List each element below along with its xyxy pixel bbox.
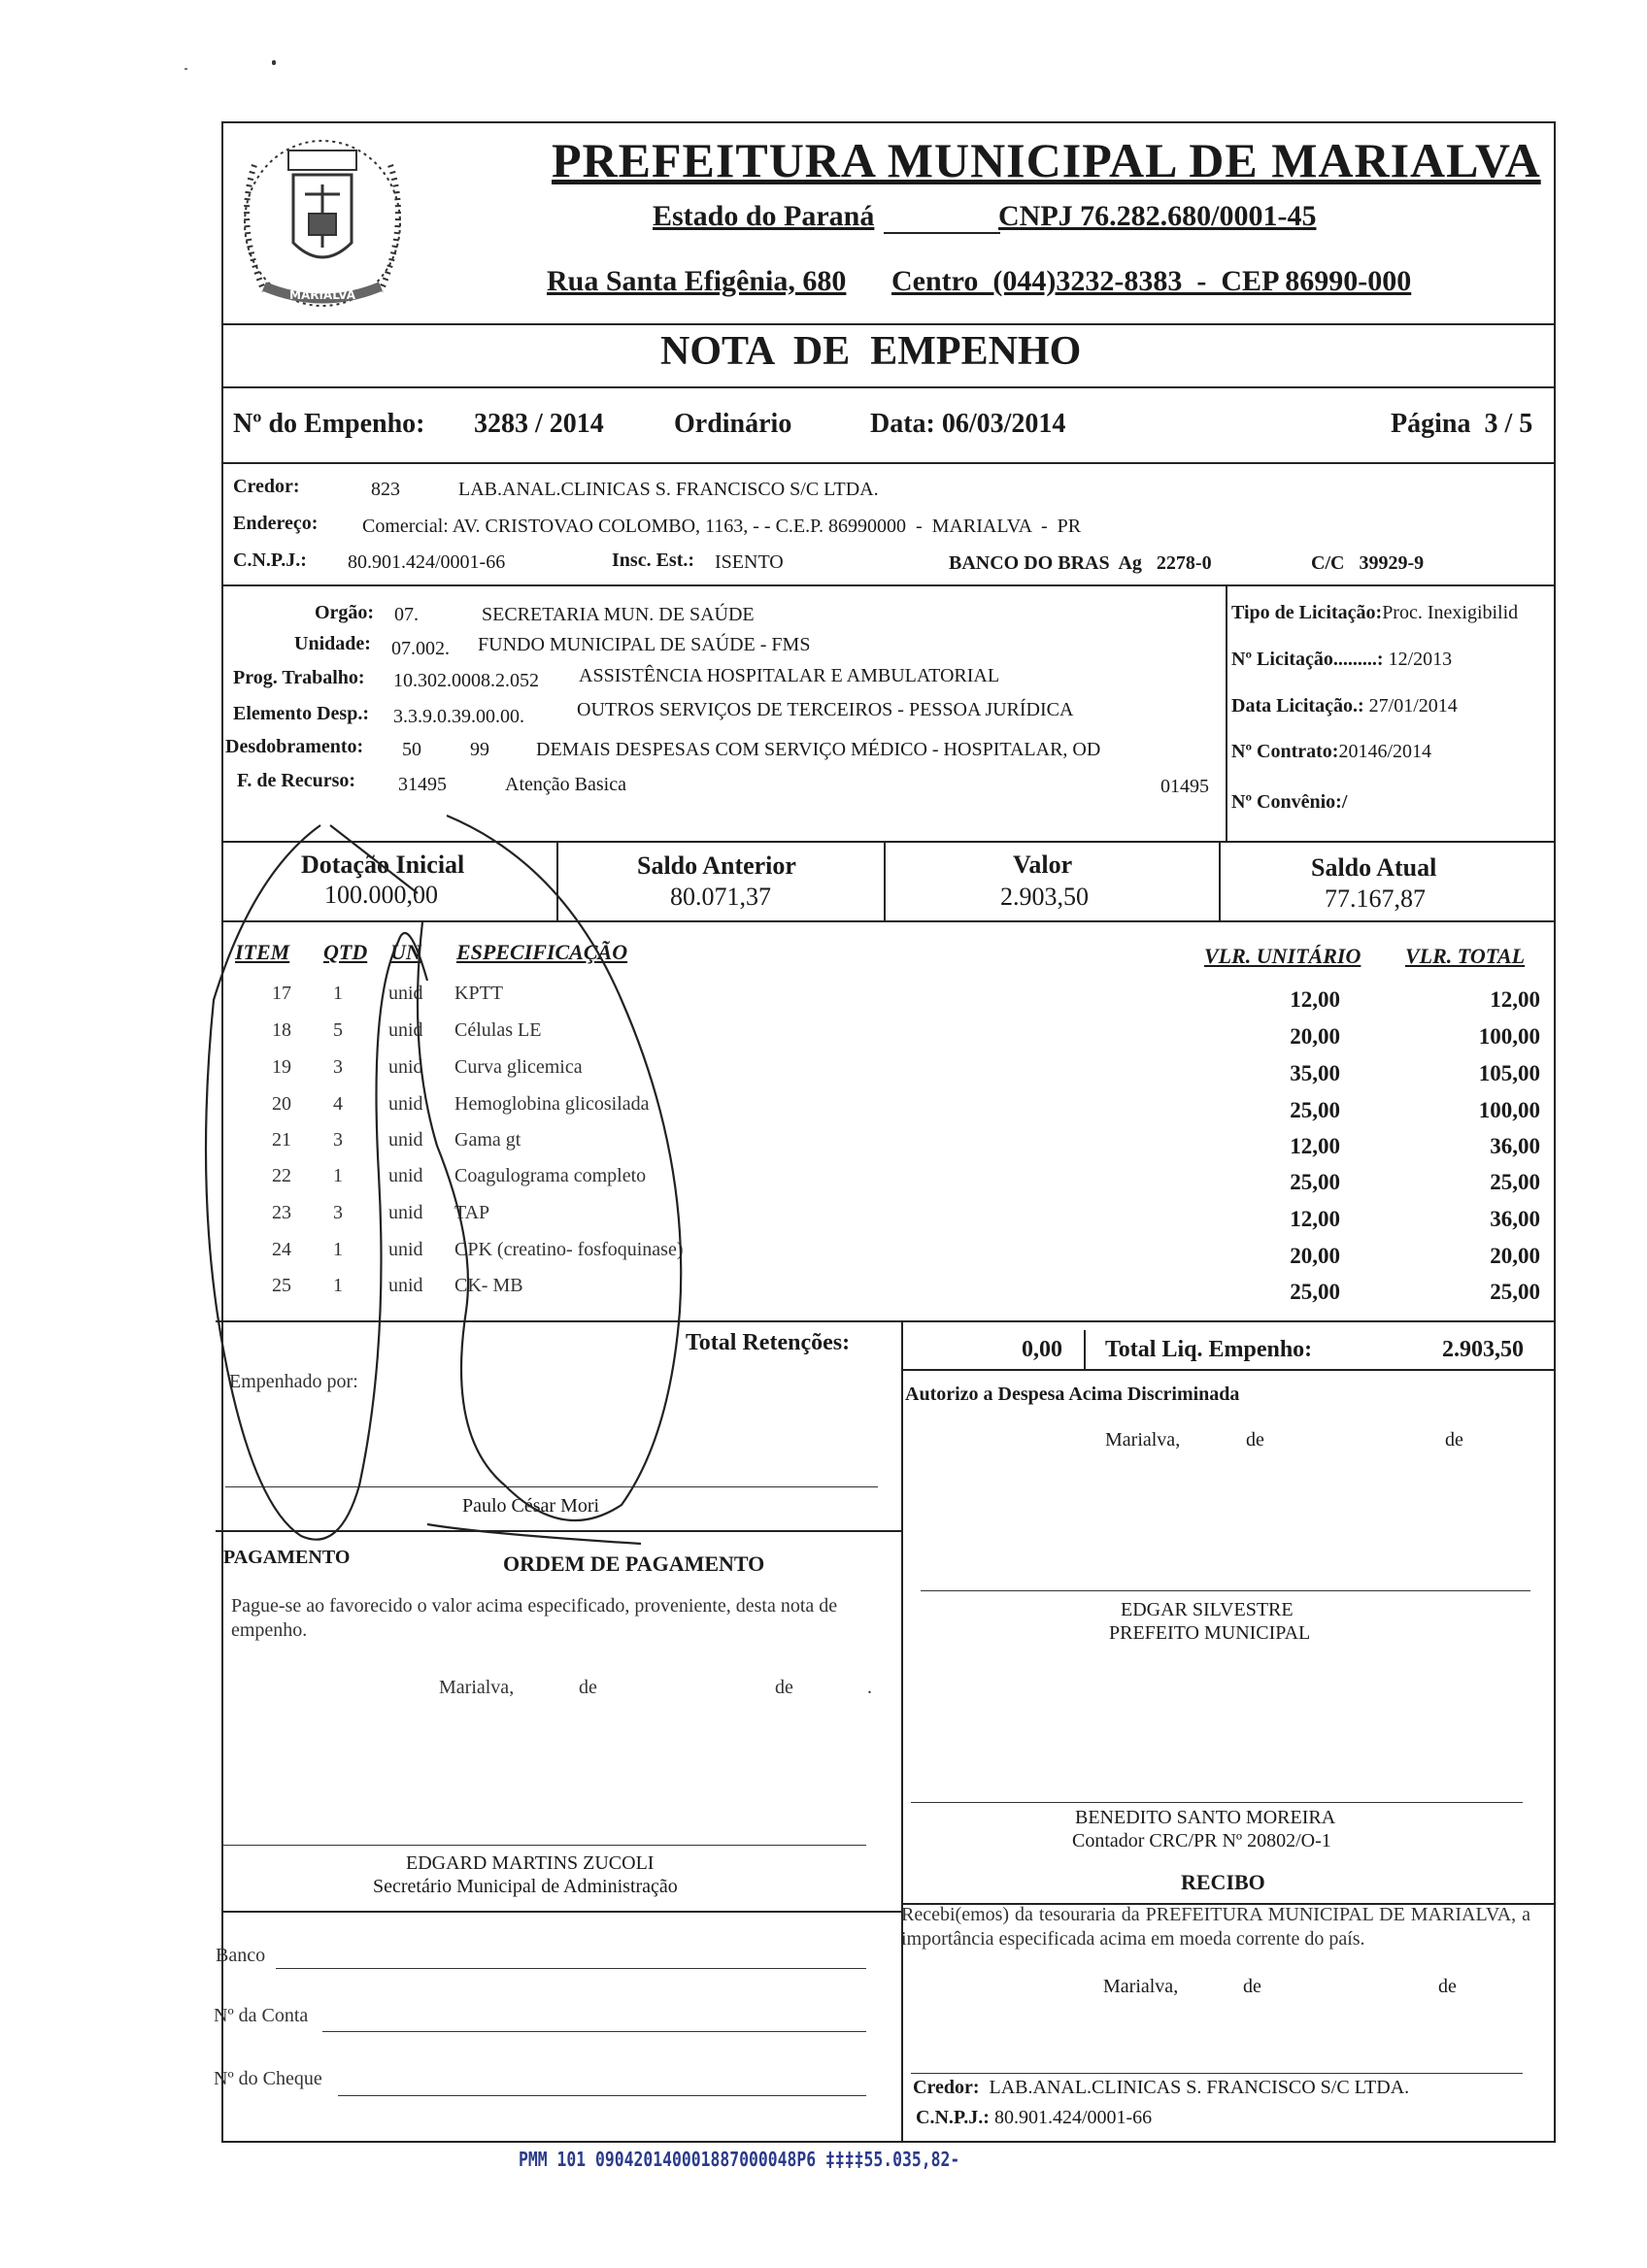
licitacao-data-label: Data Licitação.: <box>1231 695 1364 717</box>
cnpj-value: 80.901.424/0001-66 <box>348 551 506 573</box>
licitacao-tipo: Proc. Inexigibilid <box>1382 602 1519 623</box>
row-unit: 25,00 <box>1290 1170 1340 1194</box>
row-unit: 20,00 <box>1290 1244 1340 1268</box>
secretario-name: EDGARD MARTINS ZUCOLI <box>406 1852 655 1874</box>
row-unit: 12,00 <box>1290 1207 1340 1231</box>
row-total: 25,00 <box>1490 1280 1540 1304</box>
col-total: VLR. TOTAL <box>1405 944 1526 968</box>
contador-role: Contador CRC/PR Nº 20802/O-1 <box>1072 1830 1331 1851</box>
contador-name: BENEDITO SANTO MOREIRA <box>1075 1807 1336 1828</box>
row-unit: 20,00 <box>1290 1024 1340 1049</box>
row-un: unid <box>388 1056 423 1078</box>
document-title: NOTA DE EMPENHO <box>660 329 1082 374</box>
total-liq-value: 2.903,50 <box>1442 1337 1524 1362</box>
row-espec: Gama gt <box>454 1129 521 1151</box>
elem-label: Elemento Desp.: <box>233 703 369 724</box>
licitacao-num-label: Nº Licitação.........: <box>1231 649 1384 670</box>
row-espec: CK- MB <box>454 1275 523 1296</box>
row-total: 36,00 <box>1490 1207 1540 1231</box>
recibo-date-de2: de <box>1438 1976 1457 1997</box>
row-qtd: 5 <box>333 1019 343 1041</box>
row-unit: 12,00 <box>1290 987 1340 1012</box>
endereco-label: Endereço: <box>233 513 319 534</box>
desd-code2: 99 <box>470 739 489 760</box>
row-item: 17 <box>272 983 291 1004</box>
cc-info: C/C 39929-9 <box>1311 552 1425 574</box>
empenho-label: Nº do Empenho: <box>233 409 425 439</box>
anterior-value: 80.071,37 <box>670 883 771 911</box>
coat-of-arms-text: MARIALVA <box>289 288 355 302</box>
row-un: unid <box>388 1202 423 1223</box>
total-liq-label: Total Liq. Empenho: <box>1105 1337 1313 1362</box>
row-total: 100,00 <box>1478 1024 1540 1049</box>
total-retencoes-value: 0,00 <box>1022 1337 1062 1362</box>
row-un: unid <box>388 1275 423 1296</box>
row-qtd: 3 <box>333 1129 343 1151</box>
credor-name: LAB.ANAL.CLINICAS S. FRANCISCO S/C LTDA. <box>458 479 879 500</box>
secretario-role: Secretário Municipal de Administração <box>373 1876 678 1897</box>
prog-code: 10.302.0008.2.052 <box>393 670 539 691</box>
pague-date-de1: de <box>579 1677 597 1698</box>
autorizo-label: Autorizo a Despesa Acima Discriminada <box>905 1384 1240 1405</box>
row-espec: Curva glicemica <box>454 1056 583 1078</box>
row-qtd: 4 <box>333 1093 343 1115</box>
recurso-value: Atenção Basica <box>505 774 626 795</box>
insc-label: Insc. Est.: <box>612 550 695 571</box>
row-espec: Hemoglobina glicosilada <box>454 1093 650 1115</box>
row-item: 20 <box>272 1093 291 1115</box>
row-item: 19 <box>272 1056 291 1078</box>
cheque-label: Nº do Cheque <box>214 2068 322 2089</box>
pague-date-city: Marialva, <box>439 1677 515 1698</box>
dotacao-label: Dotação Inicial <box>301 850 465 879</box>
pagamento-label: PAGAMENTO <box>223 1547 351 1568</box>
recurso-code2: 01495 <box>1160 776 1209 797</box>
recibo-credor-label: Credor: <box>913 2077 980 2098</box>
empenhado-label: Empenhado por: <box>229 1371 358 1392</box>
unidade-code: 07.002. <box>391 638 450 659</box>
empenho-type: Ordinário <box>674 409 792 439</box>
row-item: 22 <box>272 1165 291 1186</box>
licitacao-contrato: 20146/2014 <box>1338 741 1432 762</box>
coat-of-arms <box>225 126 420 330</box>
prefeito-role: PREFEITO MUNICIPAL <box>1109 1622 1311 1644</box>
valor-label: Valor <box>1013 850 1073 879</box>
autorizo-date-city: Marialva, <box>1105 1429 1181 1451</box>
row-total: 20,00 <box>1490 1244 1540 1268</box>
atual-label: Saldo Atual <box>1311 853 1437 882</box>
empenhado-name: Paulo César Mori <box>462 1495 600 1517</box>
credor-label: Credor: <box>233 476 300 497</box>
row-espec: KPTT <box>454 983 503 1004</box>
desd-value: DEMAIS DESPESAS COM SERVIÇO MÉDICO - HOSPITALAR, OD <box>536 739 1101 760</box>
scanner-stamp: PMM 101 090420140001887000048P6 ‡‡‡‡55.035,82- <box>519 2148 960 2171</box>
row-unit: 25,00 <box>1290 1280 1340 1304</box>
bank-info: BANCO DO BRAS Ag 2278-0 <box>949 552 1212 574</box>
handwritten-signature <box>194 806 738 1553</box>
header-title: PREFEITURA MUNICIPAL DE MARIALVA <box>552 133 1541 187</box>
row-un: unid <box>388 1129 423 1151</box>
licitacao-data: 27/01/2014 <box>1368 695 1458 717</box>
licitacao-convenio: Nº Convênio:/ <box>1231 791 1348 813</box>
recibo-cnpj: 80.901.424/0001-66 <box>993 2107 1153 2128</box>
licitacao-tipo-label: Tipo de Licitação: <box>1231 602 1383 623</box>
orgao-value: SECRETARIA MUN. DE SAÚDE <box>482 604 755 625</box>
row-item: 25 <box>272 1275 291 1296</box>
dotacao-value: 100.000,00 <box>324 881 438 909</box>
header-cnpj: CNPJ 76.282.680/0001-45 <box>998 200 1317 232</box>
scan-speck <box>185 68 187 70</box>
col-un: UN <box>390 940 421 964</box>
header-address: Rua Santa Efigênia, 680 <box>547 265 847 297</box>
cnpj-label: C.N.P.J.: <box>233 550 307 571</box>
atual-value: 77.167,87 <box>1325 884 1426 913</box>
recurso-code: 31495 <box>398 774 447 795</box>
endereco-value: Comercial: AV. CRISTOVAO COLOMBO, 1163, - - C.E.P. 86990000 - MARIALVA - PR <box>362 516 1082 537</box>
col-item: ITEM <box>235 940 290 964</box>
orgao-code: 07. <box>394 604 419 625</box>
recibo-label: RECIBO <box>1181 1870 1265 1894</box>
recibo-date-city: Marialva, <box>1103 1976 1179 1997</box>
conta-label: Nº da Conta <box>214 2005 309 2026</box>
recibo-text: Recebi(emos) da tesouraria da PREFEITURA MUNICIPAL DE MARIALVA, a importância especificada acima em moeda corrente do país. <box>901 1904 1530 1950</box>
row-espec: CPK (creatino- fosfoquinase) <box>454 1239 684 1260</box>
row-qtd: 3 <box>333 1202 343 1223</box>
col-unit: VLR. UNITÁRIO <box>1204 944 1361 968</box>
row-total: 12,00 <box>1490 987 1540 1012</box>
elem-code: 3.3.9.0.39.00.00. <box>393 706 524 727</box>
desd-code1: 50 <box>402 739 421 760</box>
total-retencoes-label: Total Retenções: <box>686 1330 851 1355</box>
row-unit: 25,00 <box>1290 1098 1340 1122</box>
unidade-label: Unidade: <box>294 633 371 654</box>
row-un: unid <box>388 1093 423 1115</box>
autorizo-date-de2: de <box>1445 1429 1463 1451</box>
row-qtd: 1 <box>333 1165 343 1186</box>
row-item: 18 <box>272 1019 291 1041</box>
row-espec: Células LE <box>454 1019 542 1041</box>
anterior-label: Saldo Anterior <box>637 851 796 880</box>
row-espec: TAP <box>454 1202 490 1223</box>
orgao-label: Orgão: <box>315 602 375 623</box>
row-qtd: 3 <box>333 1056 343 1078</box>
row-item: 21 <box>272 1129 291 1151</box>
desd-label: Desdobramento: <box>225 736 364 757</box>
ordem-label: ORDEM DE PAGAMENTO <box>503 1551 765 1576</box>
empenho-number: 3283 / 2014 <box>474 409 604 439</box>
licitacao-contrato-label: Nº Contrato: <box>1231 741 1339 762</box>
row-qtd: 1 <box>333 1275 343 1296</box>
recurso-label: F. de Recurso: <box>237 770 356 791</box>
elem-value: OUTROS SERVIÇOS DE TERCEIROS - PESSOA JURÍDICA <box>577 699 1074 720</box>
pague-date-de2: de <box>775 1677 793 1698</box>
insc-value: ISENTO <box>715 551 784 573</box>
empenho-page: Página 3 / 5 <box>1391 409 1533 439</box>
prog-value: ASSISTÊNCIA HOSPITALAR E AMBULATORIAL <box>579 665 1000 686</box>
col-espec: ESPECIFICAÇÃO <box>456 940 628 964</box>
row-un: unid <box>388 983 423 1004</box>
recibo-date-de1: de <box>1243 1976 1261 1997</box>
row-total: 100,00 <box>1478 1098 1540 1122</box>
recibo-cnpj-label: C.N.P.J.: <box>916 2107 990 2128</box>
row-qtd: 1 <box>333 983 343 1004</box>
row-total: 36,00 <box>1490 1134 1540 1158</box>
prog-label: Prog. Trabalho: <box>233 667 365 688</box>
scan-speck <box>272 60 276 65</box>
row-espec: Coagulograma completo <box>454 1165 647 1186</box>
pague-date-dot: . <box>867 1677 872 1698</box>
row-unit: 35,00 <box>1290 1061 1340 1085</box>
row-item: 24 <box>272 1239 291 1260</box>
prefeito-name: EDGAR SILVESTRE <box>1121 1599 1294 1620</box>
row-un: unid <box>388 1019 423 1041</box>
empenho-date: Data: 06/03/2014 <box>870 409 1066 439</box>
recibo-credor-name: LAB.ANAL.CLINICAS S. FRANCISCO S/C LTDA. <box>989 2077 1410 2098</box>
header-state: Estado do Paraná <box>653 200 875 232</box>
credor-code: 823 <box>371 479 400 500</box>
row-unit: 12,00 <box>1290 1134 1340 1158</box>
row-qtd: 1 <box>333 1239 343 1260</box>
row-item: 23 <box>272 1202 291 1223</box>
autorizo-date-de1: de <box>1246 1429 1264 1451</box>
row-un: unid <box>388 1165 423 1186</box>
unidade-value: FUNDO MUNICIPAL DE SAÚDE - FMS <box>478 634 811 655</box>
col-qtd: QTD <box>323 940 368 964</box>
row-un: unid <box>388 1239 423 1260</box>
valor-value: 2.903,50 <box>1000 883 1089 911</box>
row-total: 25,00 <box>1490 1170 1540 1194</box>
pague-text: Pague-se ao favorecido o valor acima especificado, proveniente, desta nota de empenho. <box>231 1595 838 1641</box>
banco-label: Banco <box>216 1945 266 1966</box>
header-contact: Centro (044)3232-8383 - CEP 86990-000 <box>891 265 1412 297</box>
licitacao-num: 12/2013 <box>1388 649 1453 670</box>
row-total: 105,00 <box>1478 1061 1540 1085</box>
